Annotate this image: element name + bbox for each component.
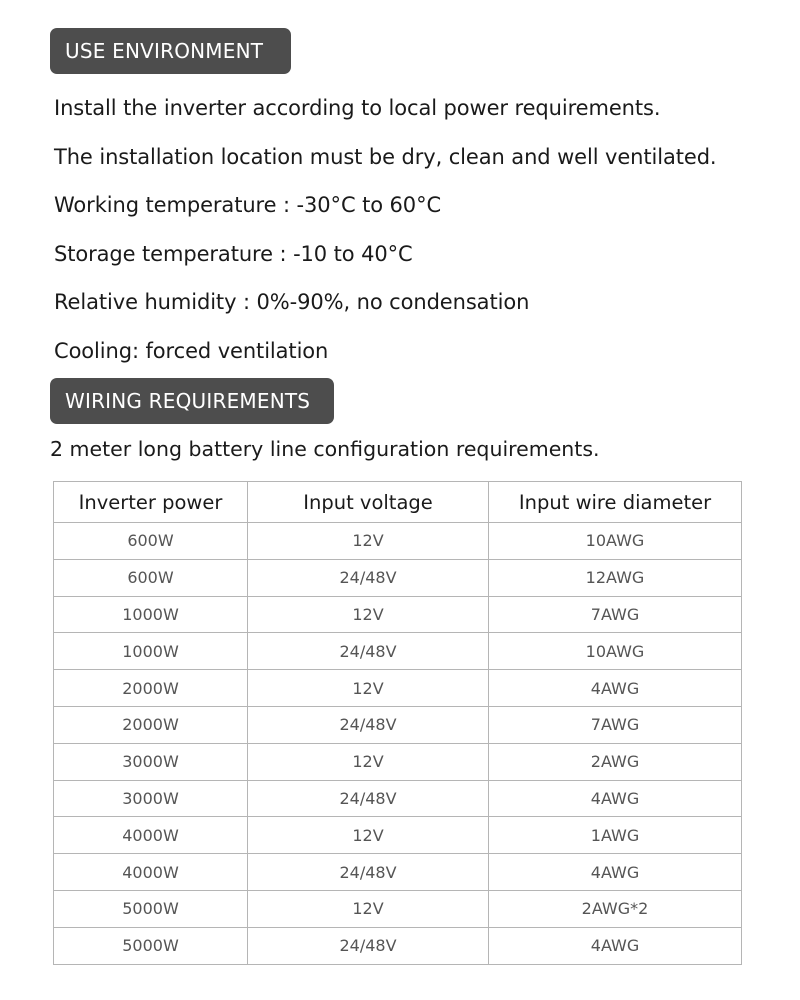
cell-input-voltage: 24/48V <box>248 559 489 596</box>
column-header-inverter-power: Inverter power <box>54 482 248 523</box>
table-body <box>54 523 742 965</box>
cell-inverter-power: 3000W <box>54 780 248 817</box>
environment-line-location: The installation location must be dry, clean and well ventilated. <box>54 144 717 169</box>
cell-inverter-power: 600W <box>54 523 248 560</box>
table-row <box>54 890 742 927</box>
cell-input-wire-diameter: 7AWG <box>489 706 742 743</box>
table-row <box>54 817 742 854</box>
table-header-row <box>54 482 742 523</box>
cell-input-wire-diameter: 4AWG <box>489 854 742 891</box>
cell-inverter-power: 600W <box>54 559 248 596</box>
column-header-input-voltage: Input voltage <box>248 482 489 523</box>
cell-input-voltage: 24/48V <box>248 633 489 670</box>
table-row <box>54 743 742 780</box>
cell-input-wire-diameter: 4AWG <box>489 780 742 817</box>
wiring-spec-table <box>53 481 742 965</box>
cell-input-voltage: 12V <box>248 523 489 560</box>
table-row <box>54 927 742 964</box>
section-title-use-environment: USE ENVIRONMENT <box>50 28 291 74</box>
table-row <box>54 633 742 670</box>
section-title-wiring-requirements: WIRING REQUIREMENTS <box>50 378 334 424</box>
cell-inverter-power: 2000W <box>54 670 248 707</box>
cell-input-wire-diameter: 7AWG <box>489 596 742 633</box>
cell-input-voltage: 24/48V <box>248 927 489 964</box>
cell-input-wire-diameter: 4AWG <box>489 670 742 707</box>
environment-list <box>54 84 717 376</box>
cell-input-voltage: 12V <box>248 743 489 780</box>
cell-inverter-power: 4000W <box>54 854 248 891</box>
table-row <box>54 559 742 596</box>
cell-input-voltage: 12V <box>248 596 489 633</box>
cell-input-wire-diameter: 4AWG <box>489 927 742 964</box>
environment-line-cooling: Cooling: forced ventilation <box>54 338 329 363</box>
cell-inverter-power: 3000W <box>54 743 248 780</box>
cell-input-voltage: 12V <box>248 817 489 854</box>
table-row <box>54 780 742 817</box>
environment-line-humidity: Relative humidity : 0%-90%, no condensation <box>54 290 530 315</box>
cell-input-wire-diameter: 1AWG <box>489 817 742 854</box>
cell-input-voltage: 12V <box>248 890 489 927</box>
cell-input-voltage: 12V <box>248 670 489 707</box>
cell-input-wire-diameter: 2AWG <box>489 743 742 780</box>
cell-inverter-power: 2000W <box>54 706 248 743</box>
cell-input-voltage: 24/48V <box>248 854 489 891</box>
cell-input-wire-diameter: 10AWG <box>489 523 742 560</box>
cell-inverter-power: 4000W <box>54 817 248 854</box>
table-row <box>54 670 742 707</box>
table-row <box>54 596 742 633</box>
cell-inverter-power: 5000W <box>54 927 248 964</box>
cell-input-wire-diameter: 12AWG <box>489 559 742 596</box>
environment-line-install: Install the inverter according to local power requirements. <box>54 96 661 120</box>
wiring-intro-text: 2 meter long battery line configuration requirements. <box>50 437 600 461</box>
cell-inverter-power: 5000W <box>54 890 248 927</box>
cell-input-voltage: 24/48V <box>248 780 489 817</box>
column-header-input-wire-diameter: Input wire diameter <box>489 482 742 523</box>
cell-input-wire-diameter: 2AWG*2 <box>489 890 742 927</box>
environment-line-working-temperature: Working temperature : -30°C to 60°C <box>54 193 442 218</box>
table-row <box>54 706 742 743</box>
environment-line-storage-temperature: Storage temperature : -10 to 40°C <box>54 241 413 266</box>
cell-input-voltage: 24/48V <box>248 706 489 743</box>
table-row <box>54 854 742 891</box>
cell-input-wire-diameter: 10AWG <box>489 633 742 670</box>
table-row <box>54 523 742 560</box>
cell-inverter-power: 1000W <box>54 596 248 633</box>
cell-inverter-power: 1000W <box>54 633 248 670</box>
